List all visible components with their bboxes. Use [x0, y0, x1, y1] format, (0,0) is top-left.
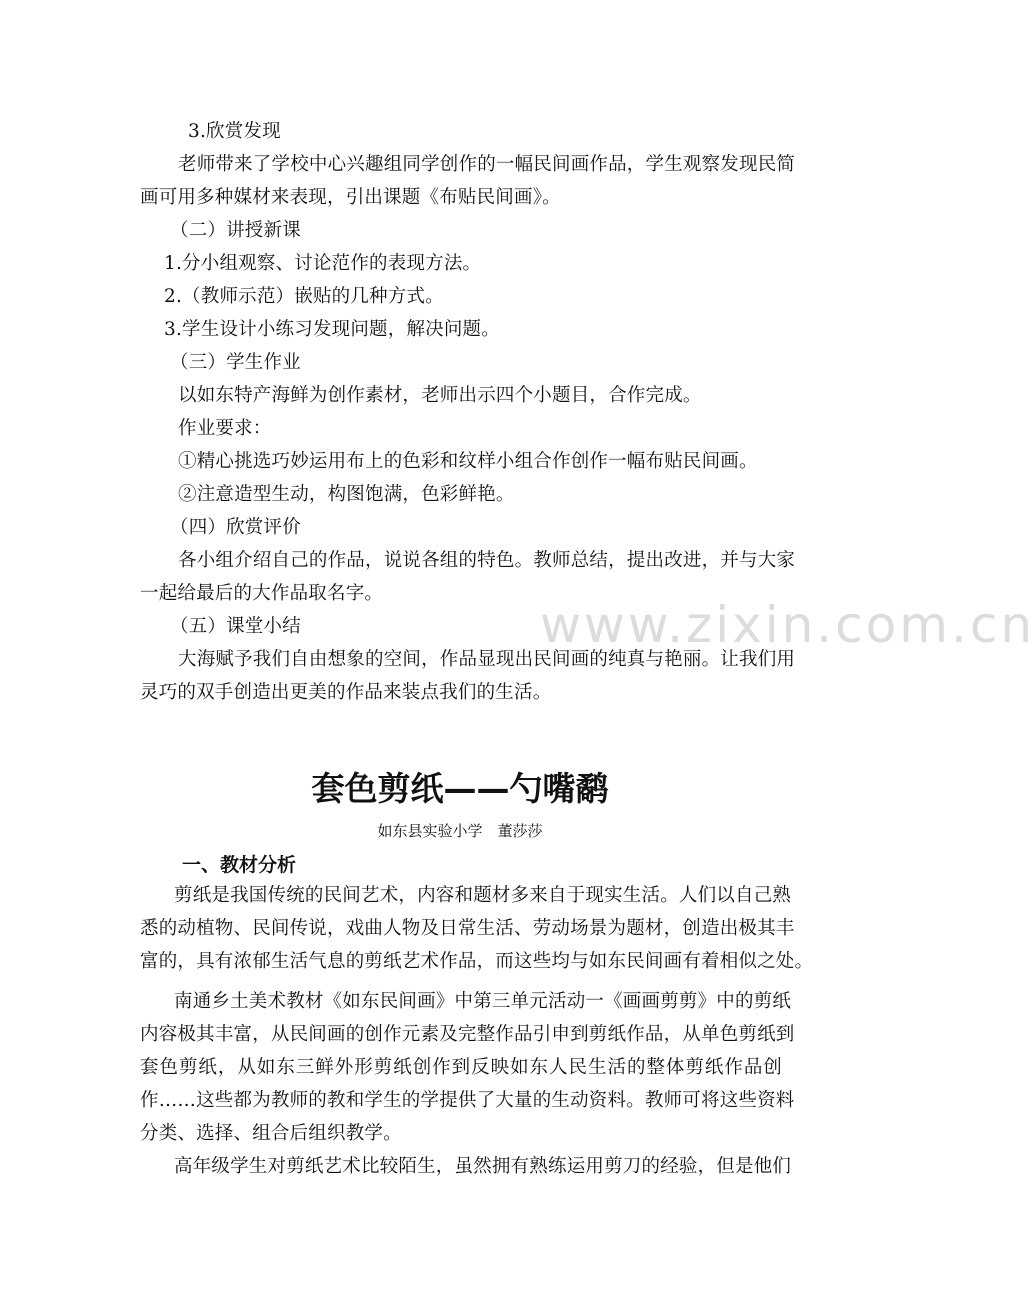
text-line: 剪纸是我国传统的民间艺术，内容和题材多来自于现实生活。人们以自己熟: [174, 885, 792, 906]
text-line: 套色剪纸，从如东三鲜外形剪纸创作到反映如东人民生活的整体剪纸作品创: [140, 1057, 782, 1078]
text-line: 3.学生设计小练习发现问题，解决问题。: [164, 319, 500, 340]
text-line: ①精心挑选巧妙运用布上的色彩和纹样小组合作创作一幅布贴民间画。: [178, 451, 758, 472]
text-line: 南通乡土美术教材《如东民间画》中第三单元活动一《画画剪剪》中的剪纸: [174, 991, 792, 1012]
text-line: 大海赋予我们自由想象的空间，作品显现出民间画的纯真与艳丽。让我们用: [178, 649, 796, 670]
text-line: 悉的动植物、民间传说，戏曲人物及日常生活、劳动场景为题材，创造出极其丰: [140, 918, 795, 939]
text-line: 3.欣赏发现: [188, 121, 281, 142]
text-line: （五）课堂小结: [170, 616, 301, 637]
text-line: ②注意造型生动，构图饱满，色彩鲜艳。: [178, 484, 515, 505]
text-line: 作……这些都为教师的教和学生的学提供了大量的生动资料。教师可将这些资料: [140, 1090, 795, 1111]
text-line: （二）讲授新课: [170, 220, 301, 241]
byline: 如东县实验小学 董莎莎: [377, 822, 543, 840]
section-heading: 一、教材分析: [182, 854, 297, 876]
page-title: 套色剪纸——勺嘴鹬: [311, 769, 609, 808]
text-line: 分类、选择、组合后组织教学。: [140, 1123, 402, 1144]
text-line: 老师带来了学校中心兴趣组同学创作的一幅民间画作品，学生观察发现民简: [178, 154, 796, 175]
text-line: 灵巧的双手创造出更美的作品来装点我们的生活。: [140, 682, 552, 703]
text-line: 2.（教师示范）嵌贴的几种方式。: [164, 286, 444, 307]
text-line: 高年级学生对剪纸艺术比较陌生，虽然拥有熟练运用剪刀的经验，但是他们: [174, 1156, 792, 1177]
text-line: （三）学生作业: [170, 352, 301, 373]
text-line: 画可用多种媒材来表现，引出课题《布贴民间画》。: [140, 187, 561, 208]
text-line: 内容极其丰富，从民间画的创作元素及完整作品引申到剪纸作品，从单色剪纸到: [140, 1024, 795, 1045]
text-line: 富的，具有浓郁生活气息的剪纸艺术作品，而这些均与如东民间画有着相似之处。: [140, 951, 814, 972]
text-line: （四）欣赏评价: [170, 517, 301, 538]
text-line: 1.分小组观察、讨论范作的表现方法。: [164, 253, 482, 274]
text-line: 作业要求：: [178, 418, 272, 439]
text-line: 以如东特产海鲜为创作素材，老师出示四个小题目，合作完成。: [178, 385, 702, 406]
text-line: 一起给最后的大作品取名字。: [140, 583, 384, 604]
text-line: 各小组介绍自己的作品，说说各组的特色。教师总结，提出改进，并与大家: [178, 550, 796, 571]
watermark: www.zixin.com.cn: [540, 596, 1035, 654]
